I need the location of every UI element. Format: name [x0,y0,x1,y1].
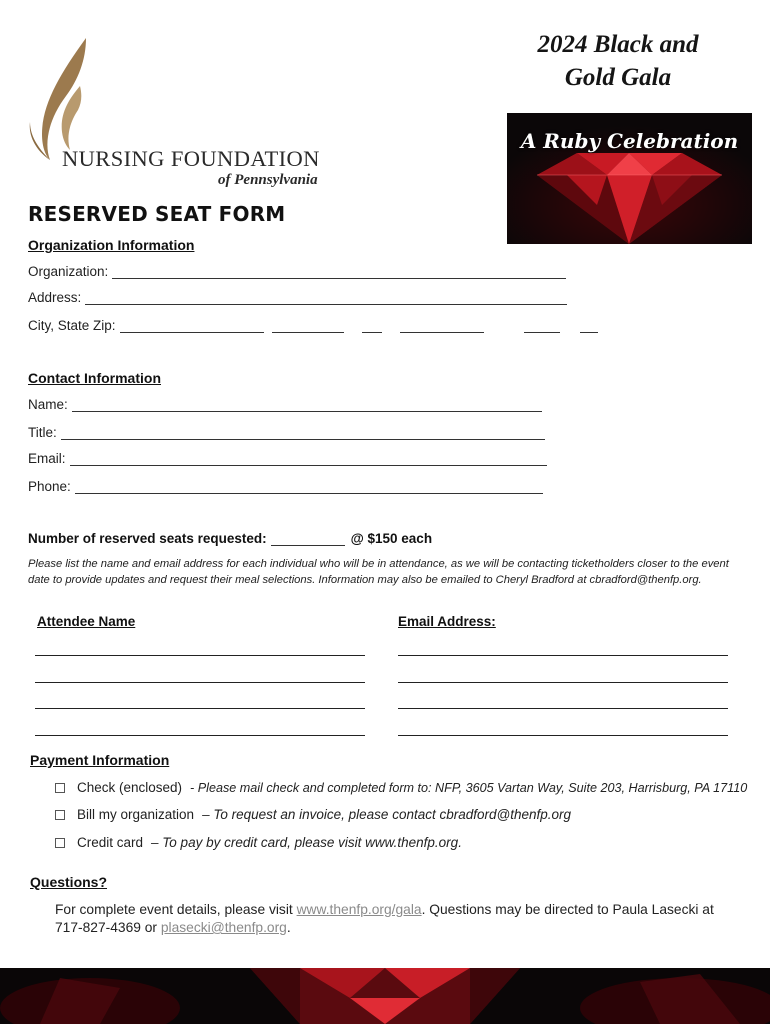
payment-option-check[interactable] [55,780,747,795]
organization-label: Organization: [28,264,109,279]
title-input-line[interactable] [61,427,545,440]
attendee-name-line-4[interactable] [35,735,365,736]
email-field[interactable] [28,448,547,466]
logo-name: NURSING FOUNDATION [62,146,320,171]
bill-checkbox[interactable] [55,810,65,820]
address-field[interactable] [28,287,567,305]
attendee-email-line-1[interactable] [398,655,728,656]
name-field[interactable] [28,394,542,412]
seats-label: Number of reserved seats requested: [28,531,267,546]
attendee-email-line-3[interactable] [398,708,728,709]
city-input-line[interactable] [120,320,264,333]
attendee-name-line-2[interactable] [35,682,365,683]
email-input-line[interactable] [70,453,547,466]
bill-label: Bill my organization [77,807,195,822]
attendee-name-line-3[interactable] [35,708,365,709]
organization-input-line[interactable] [112,266,566,279]
state-input-line[interactable] [272,320,344,333]
payment-option-credit[interactable] [55,835,462,850]
phone-label: Phone: [28,479,71,494]
ruby-tagline: A Ruby Celebration [520,129,739,153]
title-field[interactable] [28,422,545,440]
zip-ext-line[interactable] [524,320,560,333]
state-short-line[interactable] [362,320,382,333]
questions-text-after: . [286,920,291,935]
phone-input-line[interactable] [75,481,543,494]
payment-heading: Payment Information [30,752,170,768]
check-label: Check (enclosed) [77,780,183,795]
contact-heading: Contact Information [28,370,161,386]
organization-heading: Organization Information [28,237,195,253]
bottom-ruby-banner [0,968,770,1024]
ruby-banner-image [507,113,752,244]
zip-input-line[interactable] [400,320,484,333]
credit-label: Credit card [77,835,144,850]
payment-option-bill[interactable] [55,807,571,822]
credit-note: – To pay by credit card, please visit www.thenfp.org. [151,835,462,850]
gala-title-line-1: 2024 Black and [537,31,699,58]
zip-end-line[interactable] [580,320,598,333]
gala-title [505,28,731,94]
questions-text-middle: . Questions may be directed to Paula Lasecki at 717-827-4369 or [55,902,714,935]
gala-title-line-2: Gold Gala [564,64,672,91]
phone-field[interactable] [28,476,543,494]
attendee-email-header: Email Address: [398,614,496,629]
attendee-instructions: Please list the name and email address for each individual who will be in attendance, as we will be contacting ticketholders closer to the event date to provide updates and request their meal selections. Information may also be emailed to Cheryl Bradford at cbradford@thenfp.org. [28,558,729,586]
attendee-email-line-4[interactable] [398,735,728,736]
attendee-name-header: Attendee Name [37,614,136,629]
city-state-zip-label: City, State Zip: [28,318,116,333]
email-link[interactable]: plasecki@thenfp.org [160,920,287,935]
credit-checkbox[interactable] [55,838,65,848]
bottom-ruby-gem-icon [0,968,770,1024]
seats-input-line[interactable] [271,533,345,546]
questions-heading: Questions? [30,874,108,890]
organization-field[interactable] [28,261,566,279]
questions-text [55,901,745,937]
address-input-line[interactable] [85,292,567,305]
flame-logo-icon [20,34,100,164]
title-label: Title: [28,425,57,440]
form-title: RESERVED SEAT FORM [28,202,286,226]
gala-link[interactable]: www.thenfp.org/gala [296,902,422,917]
check-note: - Please mail check and completed form to: NFP, 3605 Vartan Way, Suite 203, Harrisburg, PA 17110 [190,780,748,795]
address-label: Address: [28,290,82,305]
name-input-line[interactable] [72,399,542,412]
bill-note: – To request an invoice, please contact cbradford@thenfp.org [202,807,571,822]
seats-row [28,531,432,546]
email-label: Email: [28,451,66,466]
check-checkbox[interactable] [55,783,65,793]
questions-text-before: For complete event details, please visit [55,902,297,917]
logo-subtitle: of Pennsylvania [218,172,318,188]
attendee-name-line-1[interactable] [35,655,365,656]
attendee-email-line-2[interactable] [398,682,728,683]
seats-price: @ $150 each [350,531,433,546]
city-state-zip-field[interactable] [28,315,598,333]
name-label: Name: [28,397,68,412]
